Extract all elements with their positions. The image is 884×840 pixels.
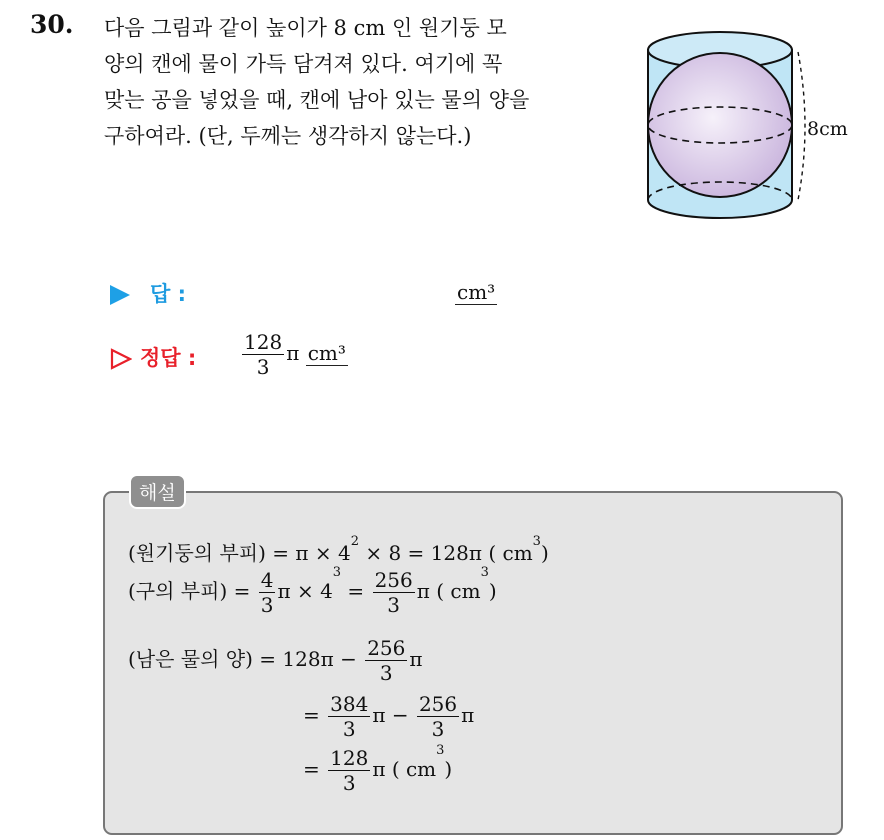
solution-line: (구의 부피) = $\frac{4}{3}$ $\pi \times 4^3$ = $\frac{256}{3}$ π ( $cm^3$) xyxy=(128,565,497,617)
question-line: 맞는 공을 넣었을 때, 캔에 남아 있는 물의 양을 xyxy=(104,88,530,112)
solution-line: (원기둥의 부피) = $\pi \times 4^2 \times 8 = 128\pi$ ( $cm^3$) xyxy=(128,534,549,565)
sphere xyxy=(648,53,792,197)
question-number: 30. xyxy=(30,10,74,39)
solution-line: = $\frac{128}{3}$ π ( $cm^3$) xyxy=(303,743,453,795)
answer-row xyxy=(110,278,186,308)
solution-tag: 해설 xyxy=(129,474,186,509)
answer-label: 답 : xyxy=(150,282,186,306)
correct-value xyxy=(240,330,348,379)
correct-answer-row xyxy=(110,342,196,372)
question-line: 구하여라. (단, 두께는 생각하지 않는다.) xyxy=(104,124,472,148)
correct-label: 정답 : xyxy=(140,346,197,370)
height-marker xyxy=(798,52,805,200)
question-line: 양의 캔에 물이 가득 담겨져 있다. 여기에 꼭 xyxy=(104,52,503,76)
question-line: 다음 그림과 같이 높이가 8 cm 인 원기둥 모 xyxy=(104,16,507,40)
height-label: 8cm xyxy=(807,118,848,140)
solution-line: = $\frac{384}{3}$ π − $\frac{256}{3}$ π xyxy=(303,692,475,741)
answer-unit: cm³ xyxy=(457,280,496,304)
question-text xyxy=(104,10,619,154)
pi-symbol: π xyxy=(286,341,300,365)
answer-arrow-icon xyxy=(110,285,130,305)
correct-fraction: $\frac{128}{3}$ xyxy=(244,330,283,379)
correct-arrow-icon xyxy=(110,348,132,370)
correct-unit: cm³ xyxy=(307,341,346,365)
solution-line: (남은 물의 양) = 128π − $\frac{256}{3}$ π xyxy=(128,636,423,685)
